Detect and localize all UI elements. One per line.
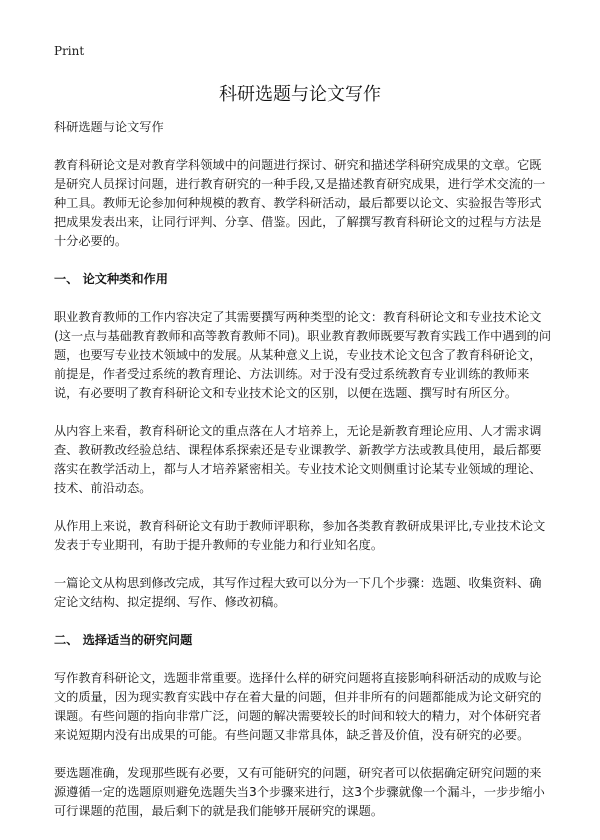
print-link[interactable]: Print (54, 44, 85, 58)
paragraph-topic-importance: 写作教育科研论文，选题非常重要。选择什么样的研究问题将直接影响科研活动的成败与论文的质量，因为现实教育实践中存在着大量的问题，但并非所有的问题都能成为论文研究的课题。有些问题的指向非常广泛，问题的解决需要较长的时间和较大的精力，对个体研究者来说短期内没有出成果的可能。有些问题又非常具体，缺乏普及价值，没有研究的必要。 (54, 671, 542, 742)
paragraph-content: 从内容上来看，教育科研论文的重点落在人才培养上，无论是新教育理论应用、人才需求调查、教研教改经验总结、课程体系探索还是专业课教学、新教学方法或教具使用，最后都要落实在教学活动上，都与人才培养紧密相关。专业技术论文则侧重讨论某专业领域的理论、技术、前沿动态。 (54, 424, 542, 495)
section-heading-2: 二、 选择适当的研究问题 (54, 633, 193, 647)
paragraph-types: 职业教育教师的工作内容决定了其需要撰写两种类型的论文：教育科研论文和专业技术论文(这一点与基础教育教师和高等教育教师不同)。职业教育教师既要写教育实践工作中遇到的问题，也要写专业技术领域中的发展。从某种意义上说，专业技术论文包含了教育科研论文，前提是，作者受过系统的教育理论、方法训练。对于没有受过系统教育专业训练的教师来说，有必要明了教育科研论文和专业技术论文的区别，以便在选题、撰写时有所区分。 (54, 310, 552, 400)
article-subtitle: 科研选题与论文写作 (54, 120, 164, 134)
paragraph-steps: 一篇论文从构思到修改完成，其写作过程大致可以分为一下几个步骤：选题、收集资料、确定论文结构、拟定提纲、写作、修改初稿。 (54, 576, 542, 609)
section-heading-1: 一、 论文种类和作用 (54, 272, 168, 286)
paragraph-function: 从作用上来说，教育科研论文有助于教师评职称，参加各类教育教研成果评比,专业技术论文发表于专业期刊，有助于提升教师的专业能力和行业知名度。 (54, 519, 546, 552)
article-body (54, 118, 552, 840)
intro-paragraph: 教育科研论文是对教育学科领域中的问题进行探讨、研究和描述学科研究成果的文章。它既是研究人员探讨问题，进行教育研究的一种手段,又是描述教育研究成果，进行学术交流的一种工具。教师无论参加何种规模的教育、教学科研活动，最后都要以论文、实验报告等形式把成果发表出来，让同行评判、分享、借鉴。因此，了解撰写教育科研论文的过程与方法是十分必要的。 (54, 158, 546, 248)
paragraph-topic-selection: 要选题准确，发现那些既有必要，又有可能研究的问题，研究者可以依据确定研究问题的来源遵循一定的选题原则避免选题失当3个步骤来进行，这3个步骤就像一个漏斗，一步步缩小可行课题的范围，最后剩下的就是我们能够开展研究的课题。 (54, 766, 545, 818)
page-title: 科研选题与论文写作 (219, 84, 381, 105)
